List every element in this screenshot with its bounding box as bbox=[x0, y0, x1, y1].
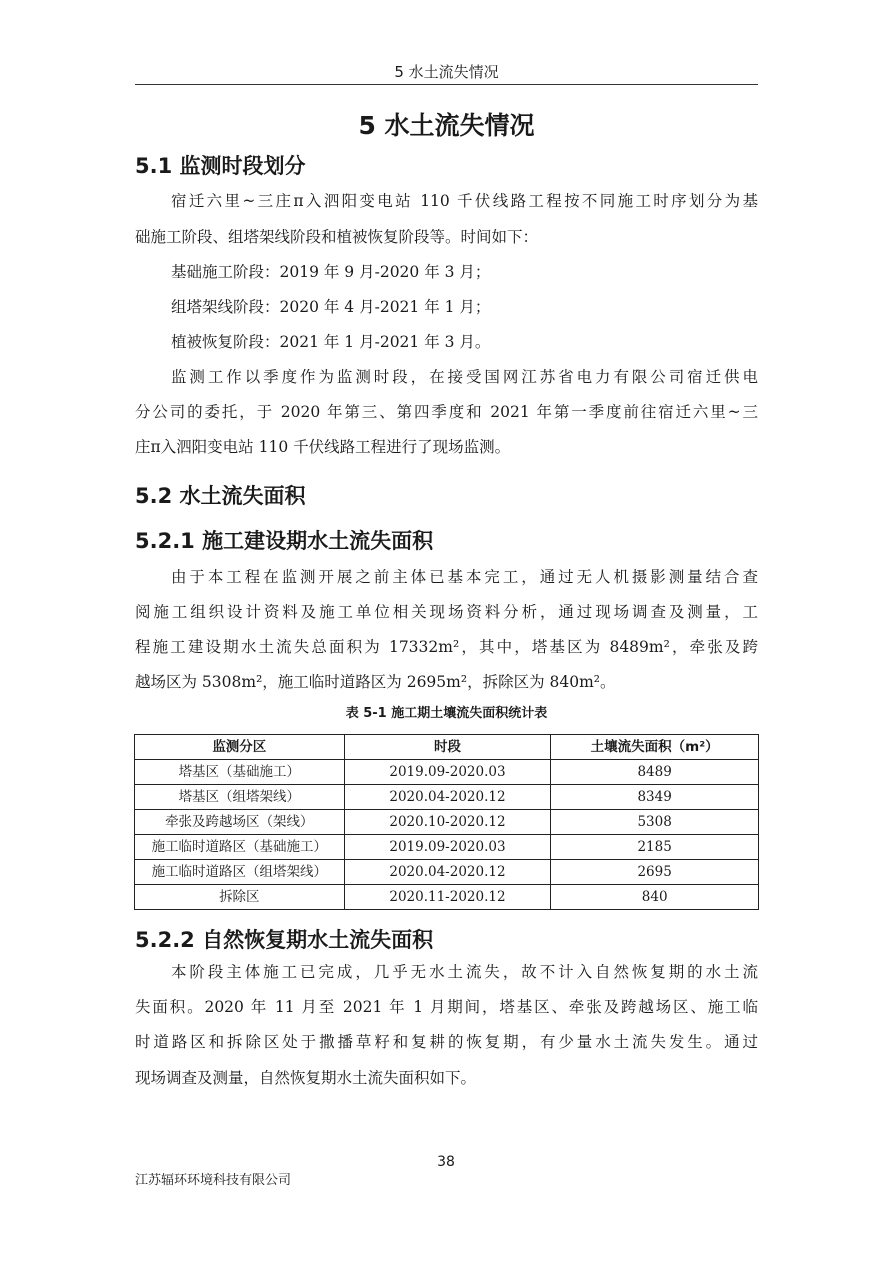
area-cell: 2185 bbox=[551, 835, 759, 860]
zone-cell: 塔基区（基础施工） bbox=[135, 760, 345, 785]
area-cell: 8489 bbox=[551, 760, 759, 785]
running-header: 5 水土流失情况 bbox=[394, 63, 499, 81]
paragraph-line: 越场区为 5308m²，施工临时道路区为 2695m²，拆除区为 840m²。 bbox=[135, 673, 616, 691]
period-cell: 2020.10-2020.12 bbox=[344, 810, 551, 835]
paragraph-line: 时道路区和拆除区处于撒播草籽和复耕的恢复期，有少量水土流失发生。通过 bbox=[135, 1033, 758, 1051]
footer-company: 江苏辐环环境科技有限公司 bbox=[135, 1173, 292, 1188]
paragraph-line: 失面积。2020 年 11 月至 2021 年 1 月期间，塔基区、牵张及跨越场区、施工临 bbox=[135, 998, 758, 1016]
table-row bbox=[135, 760, 759, 785]
header-rule bbox=[135, 84, 758, 85]
zone-cell: 施工临时道路区（基础施工） bbox=[135, 835, 345, 860]
stage-line-tower: 组塔架线阶段：2020 年 4 月-2021 年 1 月； bbox=[171, 298, 491, 316]
period-cell: 2019.09-2020.03 bbox=[344, 760, 551, 785]
area-cell: 840 bbox=[551, 885, 759, 910]
table-row bbox=[135, 835, 759, 860]
period-cell: 2020.04-2020.12 bbox=[344, 785, 551, 810]
period-cell: 2020.11-2020.12 bbox=[344, 885, 551, 910]
paragraph-line: 程施工建设期水土流失总面积为 17332m²，其中，塔基区为 8489m²，牵张及跨 bbox=[135, 638, 758, 656]
column-header: 土壤流失面积（m²） bbox=[551, 735, 759, 760]
period-cell: 2019.09-2020.03 bbox=[344, 835, 551, 860]
table-header-row bbox=[135, 735, 759, 760]
paragraph-line: 现场调查及测量，自然恢复期水土流失面积如下。 bbox=[135, 1069, 477, 1087]
section-heading-5-2: 5.2 水土流失面积 bbox=[135, 484, 306, 508]
area-cell: 5308 bbox=[551, 810, 759, 835]
table-row bbox=[135, 885, 759, 910]
zone-cell: 拆除区 bbox=[135, 885, 345, 910]
stage-line-foundation: 基础施工阶段：2019 年 9 月-2020 年 3 月； bbox=[171, 263, 491, 281]
paragraph-line: 宿迁六里~三庄π入泗阳变电站 110 千伏线路工程按不同施工时序划分为基 bbox=[171, 192, 758, 210]
zone-cell: 牵张及跨越场区（架线） bbox=[135, 810, 345, 835]
table-row bbox=[135, 860, 759, 885]
table-row bbox=[135, 810, 759, 835]
column-header: 监测分区 bbox=[135, 735, 345, 760]
area-cell: 2695 bbox=[551, 860, 759, 885]
zone-cell: 施工临时道路区（组塔架线） bbox=[135, 860, 345, 885]
column-header: 时段 bbox=[344, 735, 551, 760]
area-cell: 8349 bbox=[551, 785, 759, 810]
paragraph-line: 监测工作以季度作为监测时段，在接受国网江苏省电力有限公司宿迁供电 bbox=[171, 368, 758, 386]
chapter-title: 5 水土流失情况 bbox=[358, 111, 535, 140]
paragraph-line: 础施工阶段、组塔架线阶段和植被恢复阶段等。时间如下： bbox=[135, 228, 539, 246]
paragraph-line: 由于本工程在监测开展之前主体已基本完工，通过无人机摄影测量结合查 bbox=[171, 568, 758, 586]
paragraph-line: 分公司的委托，于 2020 年第三、第四季度和 2021 年第一季度前往宿迁六里~三 bbox=[135, 403, 758, 421]
period-cell: 2020.04-2020.12 bbox=[344, 860, 551, 885]
section-heading-5-2-1: 5.2.1 施工建设期水土流失面积 bbox=[135, 529, 434, 553]
page-number: 38 bbox=[437, 1154, 455, 1170]
table-row bbox=[135, 785, 759, 810]
paragraph-line: 庄π入泗阳变电站 110 千伏线路工程进行了现场监测。 bbox=[135, 438, 511, 456]
zone-cell: 塔基区（组塔架线） bbox=[135, 785, 345, 810]
section-heading-5-1: 5.1 监测时段划分 bbox=[135, 154, 306, 178]
stage-line-vegetation: 植被恢复阶段：2021 年 1 月-2021 年 3 月。 bbox=[171, 333, 491, 351]
paragraph-line: 本阶段主体施工已完成，几乎无水土流失，故不计入自然恢复期的水土流 bbox=[171, 963, 758, 981]
table-caption: 表 5-1 施工期土壤流失面积统计表 bbox=[345, 706, 548, 721]
section-heading-5-2-2: 5.2.2 自然恢复期水土流失面积 bbox=[135, 928, 434, 952]
paragraph-line: 阅施工组织设计资料及施工单位相关现场资料分析，通过现场调查及测量，工 bbox=[135, 603, 758, 621]
erosion-area-table bbox=[134, 734, 759, 910]
